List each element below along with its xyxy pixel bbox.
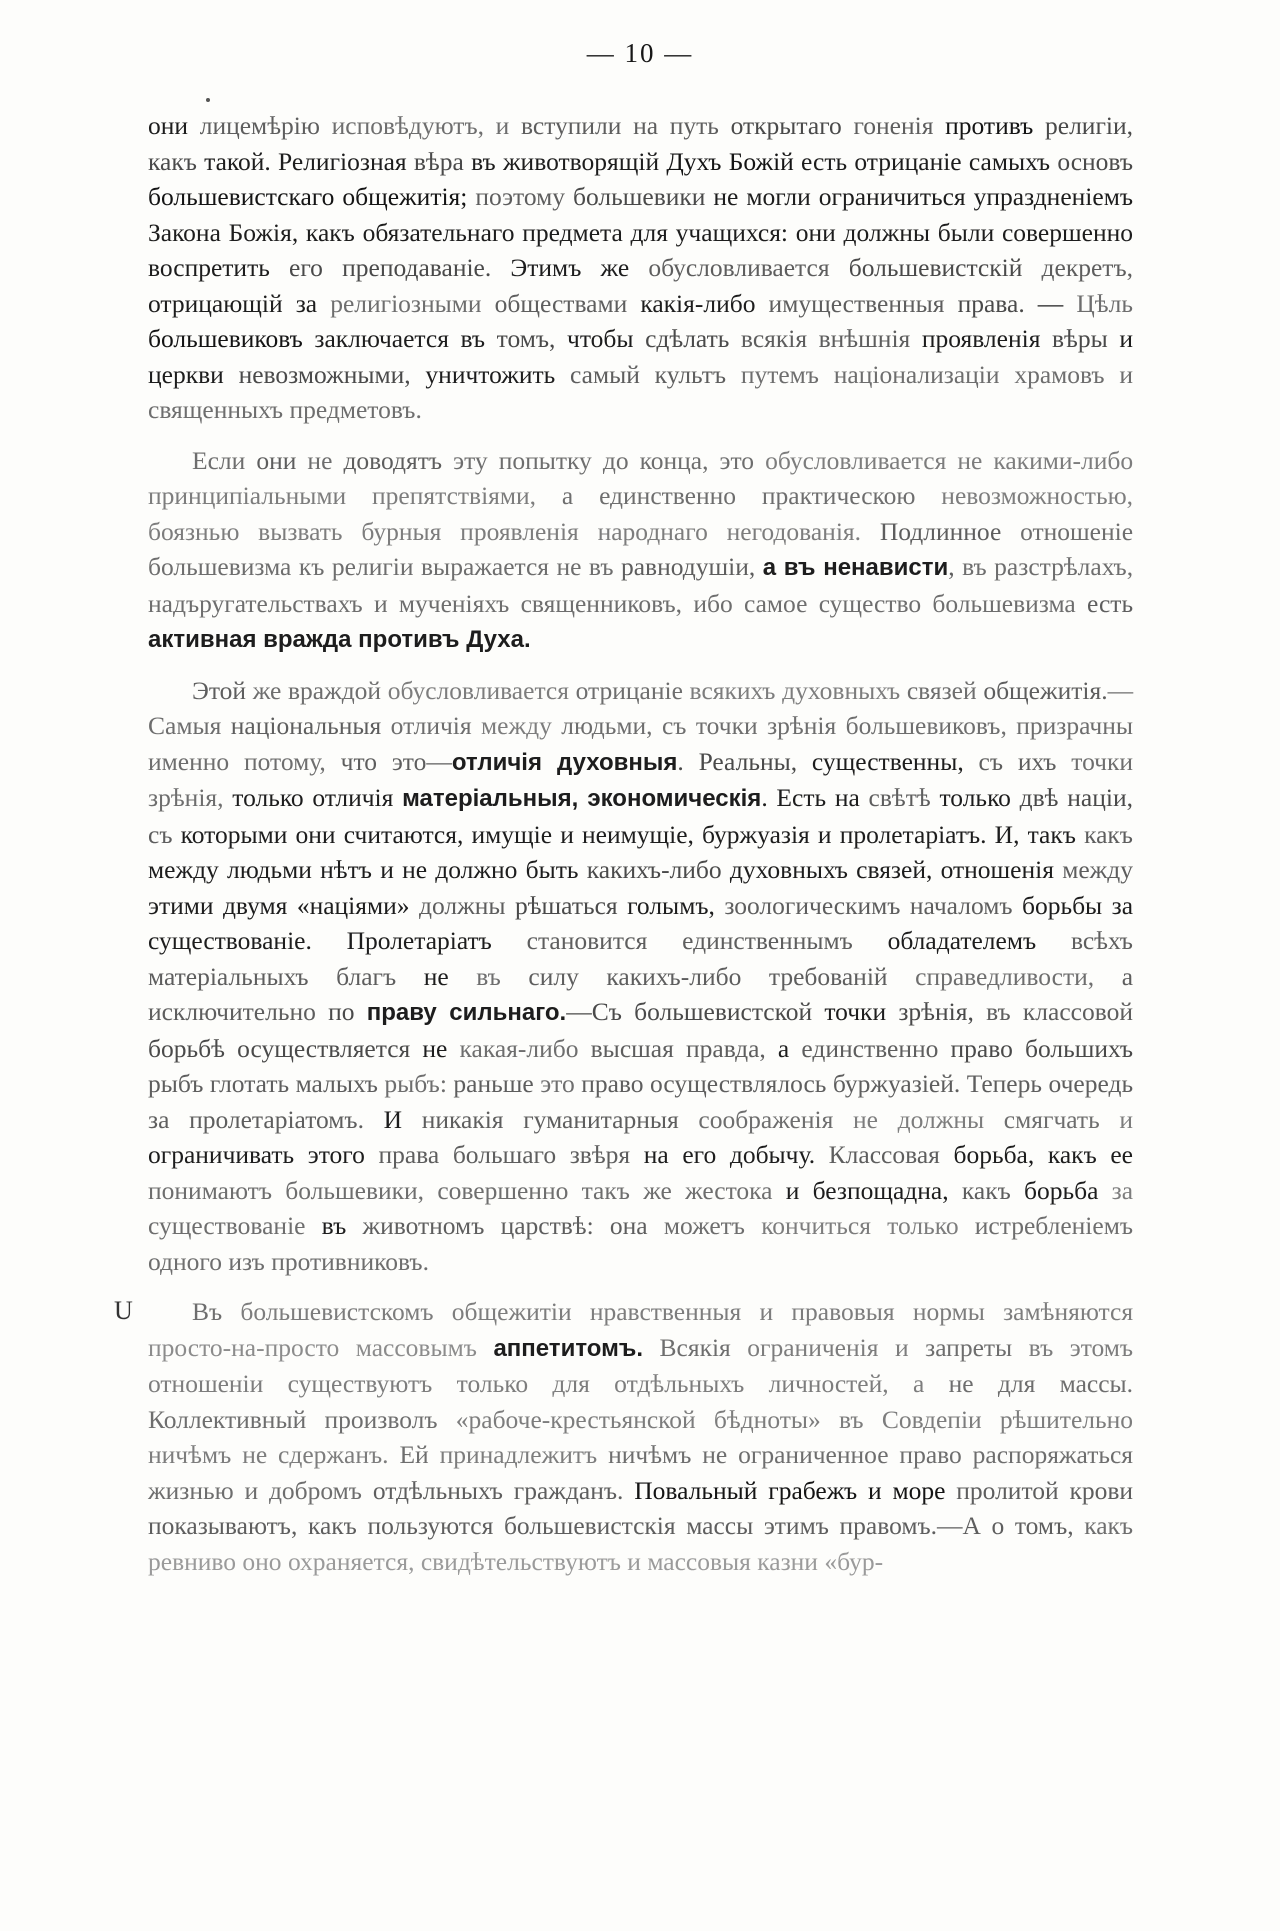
paragraph-marker-u: U (114, 1296, 133, 1325)
page-number-header: — 10 — (586, 38, 694, 68)
paragraph-1: они лицемѣрію исповѣдуютъ, и вступили на путь открытаго гоненія противъ религіи, какъ такой. Религіозная вѣра въ животворящій Духъ Божій есть отрицаніе самыхъ основъ большевистскаго общежитія; поэтому большевики не могли ограничиться упраздненіемъ Закона Божія, какъ обязательнаго предмета для учащихся: они должны были совершенно воспретить его преподаваніе. Этимъ же обусловливается большевистскій декретъ, отрицающій за религіозными обществами какія-либо имущественныя права. — Цѣль большевиковъ заключается въ томъ, чтобы сдѣлать всякія внѣшнія проявленія вѣры и церкви невозможными, уничтожить самый культъ путемъ націонализаціи храмовъ и священныхъ предметовъ. (148, 111, 1134, 424)
paragraph-4: Въ большевистскомъ общежитіи нравственныя и правовыя нормы замѣняются просто-на-просто массовымъ аппетитомъ. Всякія ограниченія и запреты въ этомъ отношеніи существуютъ только для отдѣльныхъ личностей, а не для массы. Коллективный произволъ «рабоче-крестьянской бѣдноты» въ Совдепіи рѣшительно ничѣмъ не сдержанъ. Ей принадлежитъ ничѣмъ не ограниченное право распоряжаться жизнью и добромъ отдѣльныхъ гражданъ. Повальный грабежъ и море пролитой крови показываютъ, какъ пользуются большевистскія массы этимъ правомъ.—А о томъ, какъ ревниво оно охраняется, свидѣтельствуютъ и массовыя казни «бур- (148, 1297, 1134, 1576)
ink-speck (206, 98, 210, 102)
document-body (114, 108, 1134, 1594)
paragraph-block-1 (148, 108, 1133, 428)
paragraph-block-4 (114, 1294, 1134, 1579)
paragraph-2: Если они не доводятъ эту попытку до конца, это обусловливается не какими-либо принципіальными препятствіями, а единственно практическою невозможностью, боязнью вызвать бурныя проявленія народнаго негодованія. Подлинное отношеніе большевизма къ религіи выражается не въ равнодушіи, а въ ненависти, въ разстрѣлахъ, надъругательствахъ и мученіяхъ священниковъ, ибо самое существо большевизма есть активная вражда противъ Духа. (148, 445, 1134, 653)
paragraph-block-2 (148, 443, 1133, 658)
paragraph-block-3 (148, 673, 1133, 1280)
paragraph-3: Этой же враждой обусловливается отрицаніе всякихъ духовныхъ связей общежитія.—Самыя національныя отличія между людьми, съ точки зрѣнія большевиковъ, призрачны именно потому, что это—отличія духовныя. Реальны, существенны, съ ихъ точки зрѣнія, только отличія матеріальныя, экономическія. Есть на свѣтѣ только двѣ націи, съ которыми они считаются, имущіе и неимущіе, буржуазія и пролетаріатъ. И, такъ какъ между людьми нѣтъ и не должно быть какихъ-либо духовныхъ связей, отношенія между этими двумя «націями» должны рѣшаться голымъ, зоологическимъ началомъ борьбы за существованіе. Пролетаріатъ становится единственнымъ обладателемъ всѣхъ матеріальныхъ благъ не въ силу какихъ-либо требованій справедливости, а исключительно по праву сильнаго.—Съ большевистской точки зрѣнія, въ классовой борьбѣ осуществляется не какая-либо высшая правда, а единственно право большихъ рыбъ глотать малыхъ рыбъ: раньше это право осуществлялось буржуазіей. Теперь очередь за пролетаріатомъ. И никакія гуманитарныя соображенія не должны смягчать и ограничивать этого права большаго звѣря на его добычу. Классовая борьба, какъ ее понимаютъ большевики, совершенно такъ же жестока и безпощадна, какъ борьба за существованіе въ животномъ царствѣ: она можетъ кончиться только истребленіемъ одного изъ противниковъ. (148, 675, 1134, 1276)
